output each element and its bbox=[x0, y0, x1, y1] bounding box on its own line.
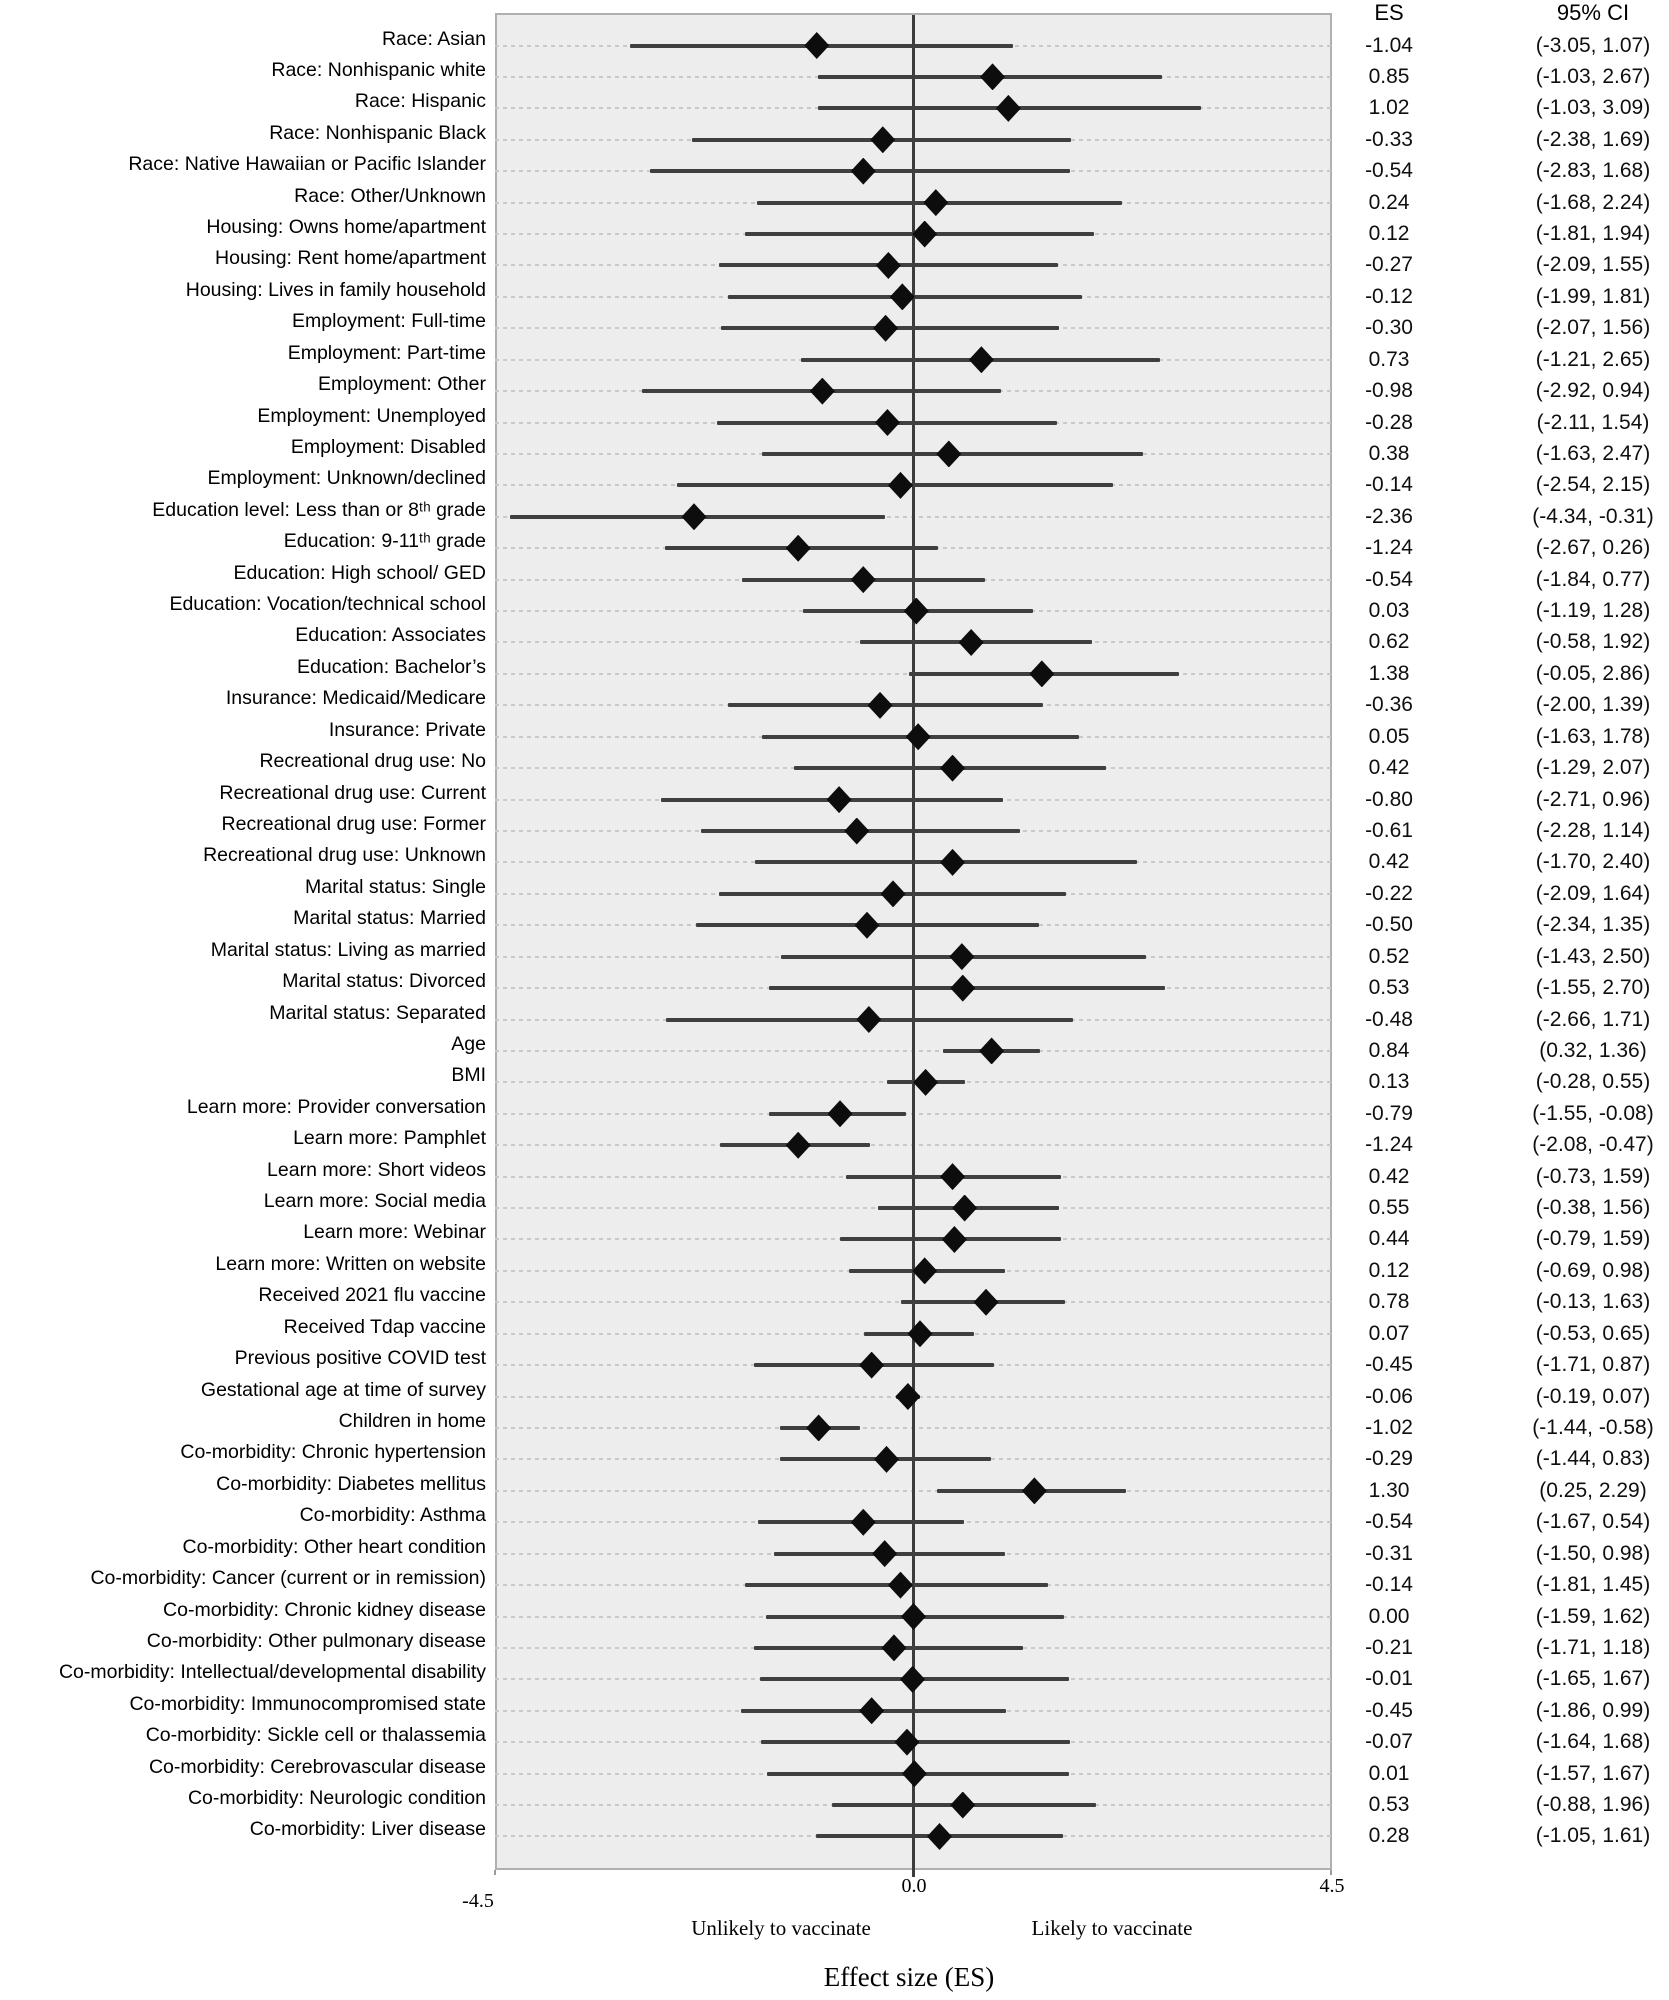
ci-value: (-2.38, 1.69) bbox=[1535, 127, 1651, 151]
ci-value: (-2.28, 1.14) bbox=[1535, 819, 1651, 842]
es-value: -1.24 bbox=[1365, 536, 1413, 560]
es-value: 0.62 bbox=[1368, 630, 1410, 654]
es-value: 0.12 bbox=[1368, 1258, 1410, 1282]
ci-value: (-2.71, 0.96) bbox=[1535, 787, 1651, 811]
ci-value: (-1.59, 1.62) bbox=[1535, 1604, 1651, 1628]
row-label: Co-morbidity: Asthma bbox=[299, 1504, 486, 1527]
row-label: Employment: Disabled bbox=[290, 435, 486, 458]
ci-value: (-2.92, 0.94) bbox=[1535, 379, 1651, 403]
ci-value: (-1.57, 1.67) bbox=[1535, 1761, 1651, 1785]
es-value: 0.42 bbox=[1368, 850, 1410, 874]
es-value: -0.79 bbox=[1365, 1101, 1413, 1125]
ci-value: (-2.67, 0.26) bbox=[1535, 536, 1651, 560]
ci-value: (-0.19, 0.07) bbox=[1535, 1384, 1651, 1408]
row-label: Education: Associates bbox=[295, 624, 486, 647]
row-label: Race: Hispanic bbox=[354, 90, 486, 113]
es-value: 0.52 bbox=[1368, 944, 1410, 968]
unlikely-to-vaccinate-annotation: Unlikely to vaccinate bbox=[691, 1916, 871, 1940]
ci-value: (-0.13, 1.63) bbox=[1535, 1290, 1651, 1314]
es-value: 1.30 bbox=[1368, 1478, 1410, 1502]
ci-value: (-1.81, 1.45) bbox=[1535, 1573, 1651, 1597]
es-value: -2.36 bbox=[1365, 504, 1413, 528]
row-label: Co-morbidity: Cancer (current or in remission) bbox=[90, 1567, 486, 1590]
ci-value: (-0.38, 1.56) bbox=[1535, 1196, 1651, 1220]
es-value: 0.53 bbox=[1368, 1793, 1410, 1817]
ci-value: (-1.68, 2.24) bbox=[1535, 190, 1651, 214]
ci-value: (-1.03, 3.09) bbox=[1535, 96, 1651, 120]
row-label: Race: Native Hawaiian or Pacific Islander bbox=[128, 153, 486, 176]
row-label: Learn more: Provider conversation bbox=[186, 1095, 486, 1118]
es-value: -0.14 bbox=[1365, 473, 1413, 497]
row-label: Learn more: Social media bbox=[263, 1190, 486, 1213]
es-value: -0.36 bbox=[1365, 693, 1413, 717]
ci-value: (-1.86, 0.99) bbox=[1535, 1698, 1651, 1722]
ci-value: (-1.71, 0.87) bbox=[1535, 1353, 1651, 1377]
row-label: Employment: Full-time bbox=[292, 310, 486, 333]
ci-value: (-1.55, -0.08) bbox=[1532, 1101, 1654, 1125]
ci-value: (-2.11, 1.54) bbox=[1536, 410, 1650, 434]
ci-value: (0.25, 2.29) bbox=[1539, 1478, 1647, 1502]
row-label: Marital status: Single bbox=[305, 875, 486, 898]
row-label: Education: 9-11ᵗʰ grade bbox=[283, 530, 486, 553]
es-value: -0.50 bbox=[1365, 913, 1413, 937]
ci-value: (-0.73, 1.59) bbox=[1535, 1164, 1651, 1188]
es-column-header: ES bbox=[1374, 0, 1404, 25]
ci-value: (-2.07, 1.56) bbox=[1535, 316, 1651, 340]
es-value: -0.45 bbox=[1365, 1698, 1413, 1722]
ci-value: (-1.50, 0.98) bbox=[1535, 1541, 1651, 1565]
ci-value: (-0.88, 1.96) bbox=[1535, 1793, 1651, 1817]
row-label: Race: Nonhispanic Black bbox=[269, 121, 486, 144]
ci-value: (-1.03, 2.67) bbox=[1535, 64, 1651, 88]
row-label: Learn more: Webinar bbox=[303, 1221, 486, 1244]
row-label: Age bbox=[451, 1032, 486, 1055]
ci-value: (-2.54, 2.15) bbox=[1535, 473, 1651, 497]
ci-value: (-2.09, 1.55) bbox=[1535, 253, 1651, 277]
row-label: Marital status: Divorced bbox=[282, 970, 486, 993]
ci-value: (-1.29, 2.07) bbox=[1535, 756, 1651, 780]
ci-value: (-1.84, 0.77) bbox=[1535, 567, 1651, 591]
row-label: Learn more: Written on website bbox=[215, 1252, 486, 1275]
es-value: 0.44 bbox=[1368, 1227, 1410, 1251]
ci-value: (-4.34, -0.31) bbox=[1532, 504, 1654, 528]
es-value: 0.01 bbox=[1368, 1761, 1410, 1785]
row-label: Housing: Rent home/apartment bbox=[215, 247, 486, 270]
es-value: 0.84 bbox=[1368, 1038, 1410, 1062]
ci-value: (-0.79, 1.59) bbox=[1535, 1227, 1651, 1251]
ci-value: (-0.58, 1.92) bbox=[1535, 630, 1651, 654]
row-label: Insurance: Medicaid/Medicare bbox=[225, 687, 486, 710]
ci-column-header: 95% CI bbox=[1556, 0, 1630, 25]
row-label: Received Tdap vaccine bbox=[283, 1315, 486, 1338]
row-label: Co-morbidity: Liver disease bbox=[249, 1818, 486, 1841]
row-label: Recreational drug use: Current bbox=[219, 781, 486, 804]
es-value: -0.22 bbox=[1365, 881, 1413, 905]
x-tick-min: -4.5 bbox=[462, 1890, 494, 1912]
ci-value: (-0.05, 2.86) bbox=[1535, 661, 1651, 685]
es-value: 0.78 bbox=[1368, 1290, 1410, 1314]
row-label: Co-morbidity: Cerebrovascular disease bbox=[148, 1755, 486, 1778]
es-value: -0.06 bbox=[1365, 1384, 1413, 1408]
ci-value: (-1.55, 2.70) bbox=[1535, 976, 1651, 1000]
ci-value: (-0.53, 0.65) bbox=[1535, 1321, 1651, 1345]
ci-value: (-2.66, 1.71) bbox=[1535, 1007, 1651, 1031]
ci-value: (-1.05, 1.61) bbox=[1535, 1824, 1651, 1848]
row-label: Children in home bbox=[338, 1409, 486, 1432]
ci-value: (-2.09, 1.64) bbox=[1535, 881, 1651, 905]
row-label: Co-morbidity: Other pulmonary disease bbox=[146, 1629, 486, 1652]
ci-value: (-3.05, 1.07) bbox=[1535, 33, 1651, 57]
ci-value: (-0.28, 0.55) bbox=[1535, 1070, 1651, 1094]
likely-to-vaccinate-annotation: Likely to vaccinate bbox=[1031, 1916, 1193, 1940]
row-label: Co-morbidity: Chronic kidney disease bbox=[163, 1598, 486, 1621]
row-label: Education: High school/ GED bbox=[233, 561, 486, 584]
es-value: -0.45 bbox=[1365, 1353, 1413, 1377]
ci-value: (-1.19, 1.28) bbox=[1535, 599, 1651, 623]
es-value: 1.02 bbox=[1368, 96, 1410, 120]
es-value: -0.30 bbox=[1365, 316, 1413, 340]
row-label: Employment: Other bbox=[318, 373, 486, 396]
es-value: -0.54 bbox=[1365, 567, 1413, 591]
es-value: -0.14 bbox=[1365, 1573, 1413, 1597]
es-value: -0.54 bbox=[1365, 1510, 1413, 1534]
row-label: Learn more: Pamphlet bbox=[293, 1127, 486, 1150]
ci-value: (-1.43, 2.50) bbox=[1535, 944, 1651, 968]
row-label: Received 2021 flu vaccine bbox=[258, 1284, 486, 1307]
es-value: -0.54 bbox=[1365, 159, 1413, 183]
ci-value: (-1.99, 1.81) bbox=[1535, 284, 1651, 308]
ci-value: (-1.44, 0.83) bbox=[1535, 1447, 1651, 1471]
row-label: Recreational drug use: Unknown bbox=[203, 844, 486, 867]
es-value: 0.85 bbox=[1368, 64, 1410, 88]
row-label: Housing: Owns home/apartment bbox=[206, 216, 486, 239]
ci-value: (-2.00, 1.39) bbox=[1535, 693, 1651, 717]
row-label: Gestational age at time of survey bbox=[200, 1378, 486, 1401]
es-value: -0.61 bbox=[1365, 819, 1413, 842]
x-tick-max: 4.5 bbox=[1319, 1875, 1345, 1897]
es-value: -0.07 bbox=[1365, 1730, 1413, 1754]
es-value: -0.21 bbox=[1365, 1635, 1413, 1659]
ci-value: (-1.63, 2.47) bbox=[1535, 441, 1651, 465]
row-label: Marital status: Married bbox=[293, 907, 486, 930]
es-value: 0.24 bbox=[1368, 190, 1410, 214]
ci-value: (-2.83, 1.68) bbox=[1535, 159, 1651, 183]
row-label: Co-morbidity: Other heart condition bbox=[182, 1535, 486, 1558]
row-label: Education: Vocation/technical school bbox=[169, 593, 486, 616]
row-label: Education level: Less than or 8ᵗʰ grade bbox=[152, 498, 486, 521]
es-value: -0.12 bbox=[1365, 284, 1413, 308]
es-value: -1.24 bbox=[1365, 1133, 1413, 1157]
es-value: 0.07 bbox=[1368, 1321, 1410, 1345]
ci-value: (-1.81, 1.94) bbox=[1535, 222, 1651, 246]
row-label: Co-morbidity: Neurologic condition bbox=[187, 1787, 486, 1810]
row-label: Insurance: Private bbox=[328, 718, 486, 741]
row-label: Co-morbidity: Chronic hypertension bbox=[180, 1441, 486, 1464]
row-label: Marital status: Separated bbox=[269, 1001, 486, 1024]
es-value: 0.28 bbox=[1368, 1824, 1410, 1848]
ci-value: (-1.71, 1.18) bbox=[1535, 1635, 1651, 1659]
ci-value: (-1.64, 1.68) bbox=[1535, 1730, 1651, 1754]
es-value: 0.12 bbox=[1368, 222, 1410, 246]
es-value: -0.80 bbox=[1365, 787, 1413, 811]
row-label: BMI bbox=[451, 1064, 486, 1087]
x-axis-title: Effect size (ES) bbox=[823, 1962, 995, 1992]
ci-value: (-2.34, 1.35) bbox=[1535, 913, 1651, 937]
es-value: 0.05 bbox=[1368, 724, 1410, 748]
es-value: 0.00 bbox=[1368, 1604, 1410, 1628]
row-label: Previous positive COVID test bbox=[234, 1347, 486, 1370]
row-label: Race: Other/Unknown bbox=[294, 184, 486, 207]
min-tick-mark bbox=[494, 1870, 496, 1875]
ci-value: (-1.67, 0.54) bbox=[1535, 1510, 1651, 1534]
ci-value: (-0.69, 0.98) bbox=[1535, 1258, 1651, 1282]
row-label: Race: Nonhispanic white bbox=[271, 58, 486, 81]
ci-value: (-2.08, -0.47) bbox=[1532, 1133, 1654, 1157]
es-value: 0.53 bbox=[1368, 976, 1410, 1000]
es-value: 0.13 bbox=[1368, 1070, 1410, 1094]
es-value: -1.04 bbox=[1365, 33, 1413, 57]
es-value: -1.02 bbox=[1365, 1415, 1413, 1439]
ci-value: (-1.65, 1.67) bbox=[1535, 1667, 1651, 1691]
x-tick-zero: 0.0 bbox=[901, 1875, 927, 1897]
row-label: Employment: Part-time bbox=[287, 341, 486, 364]
row-label: Education: Bachelor’s bbox=[297, 655, 486, 678]
row-label: Co-morbidity: Diabetes mellitus bbox=[216, 1472, 486, 1495]
ci-value: (-1.44, -0.58) bbox=[1532, 1415, 1654, 1439]
es-value: -0.33 bbox=[1365, 127, 1413, 151]
es-value: -0.01 bbox=[1365, 1667, 1413, 1691]
row-label: Housing: Lives in family household bbox=[185, 278, 486, 301]
es-value: -0.27 bbox=[1365, 253, 1413, 277]
ci-value: (-1.63, 1.78) bbox=[1535, 724, 1651, 748]
es-value: 0.38 bbox=[1368, 441, 1410, 465]
row-label: Co-morbidity: Sickle cell or thalassemia bbox=[145, 1724, 486, 1747]
es-value: 0.42 bbox=[1368, 1164, 1410, 1188]
row-label: Recreational drug use: No bbox=[259, 750, 486, 773]
row-label: Co-morbidity: Immunocompromised state bbox=[129, 1692, 486, 1715]
es-value: 0.55 bbox=[1368, 1196, 1410, 1220]
es-value: -0.48 bbox=[1365, 1007, 1413, 1031]
row-label: Race: Asian bbox=[381, 27, 486, 50]
es-value: -0.98 bbox=[1365, 379, 1413, 403]
es-value: -0.31 bbox=[1365, 1541, 1413, 1565]
row-label: Employment: Unknown/declined bbox=[207, 467, 486, 490]
es-value: -0.29 bbox=[1365, 1447, 1413, 1471]
es-value: 0.42 bbox=[1368, 756, 1410, 780]
ci-value: (-1.70, 2.40) bbox=[1535, 850, 1651, 874]
es-value: -0.28 bbox=[1365, 410, 1413, 434]
row-label: Employment: Unemployed bbox=[257, 404, 486, 427]
es-value: 1.38 bbox=[1368, 661, 1410, 685]
es-value: 0.03 bbox=[1368, 599, 1410, 623]
row-label: Learn more: Short videos bbox=[267, 1158, 486, 1181]
row-label: Co-morbidity: Intellectual/developmental disability bbox=[58, 1661, 486, 1684]
ci-value: (0.32, 1.36) bbox=[1539, 1038, 1647, 1062]
ci-value: (-1.21, 2.65) bbox=[1535, 347, 1651, 371]
row-label: Marital status: Living as married bbox=[210, 938, 486, 961]
es-value: 0.73 bbox=[1368, 347, 1410, 371]
row-label: Recreational drug use: Former bbox=[221, 813, 486, 835]
